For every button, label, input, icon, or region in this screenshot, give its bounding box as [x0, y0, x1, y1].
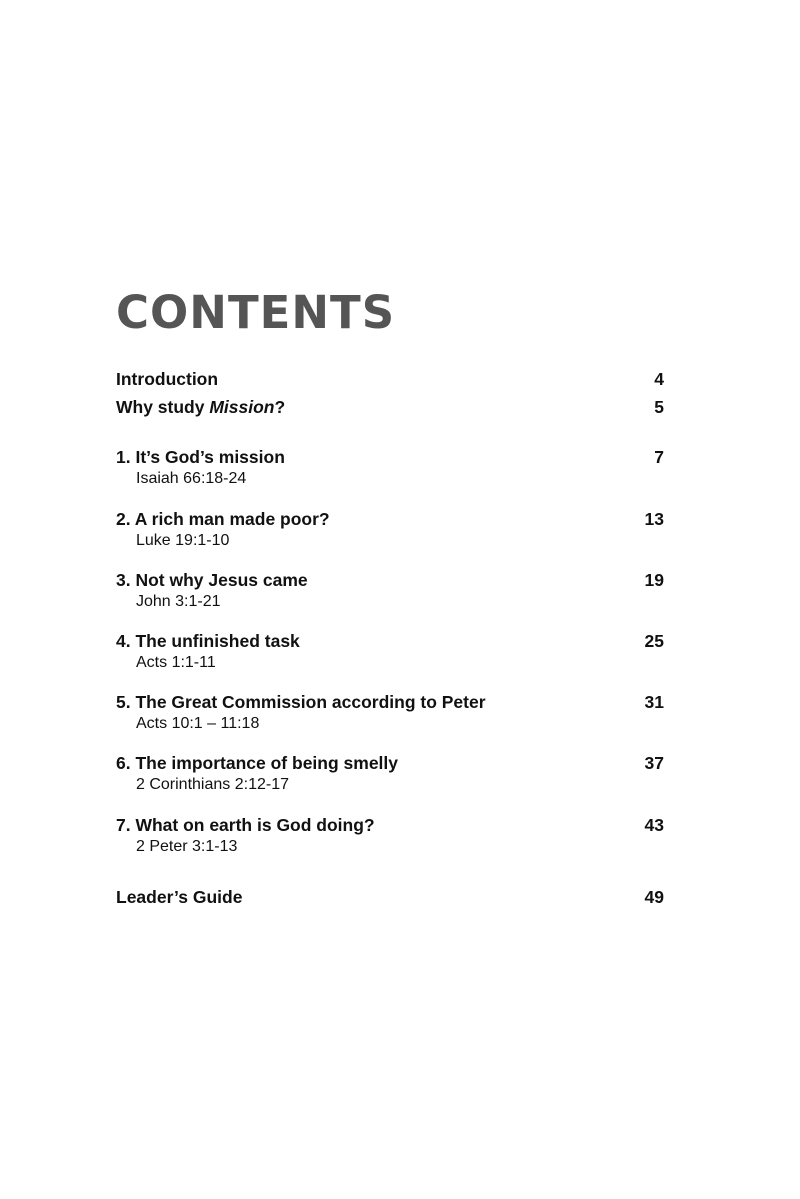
toc-entry-reference: 2 Corinthians 2:12-17: [136, 776, 289, 793]
toc-entry-reference: Luke 19:1-10: [136, 532, 230, 549]
toc-line: [116, 631, 664, 651]
toc-entry-title: 5. The Great Commission according to Peter: [116, 692, 486, 712]
title-prefix: Why study: [116, 397, 210, 417]
toc-entry-chapter-2[interactable]: [116, 509, 664, 551]
toc-entry-chapter-4[interactable]: [116, 631, 664, 673]
toc-page-number: 25: [644, 631, 664, 651]
toc-entry-title: Introduction: [116, 369, 219, 389]
toc-line: [116, 815, 664, 835]
toc-page-number: 4: [654, 369, 664, 389]
toc-entry-introduction[interactable]: [116, 369, 664, 389]
toc-entry-chapter-5[interactable]: [116, 692, 664, 734]
toc-entry-title: Leader’s Guide: [116, 887, 243, 907]
toc-page-number: 31: [644, 692, 664, 712]
toc-entry-chapter-1[interactable]: [116, 447, 664, 489]
toc-entry-why-study[interactable]: [116, 397, 664, 417]
toc-entry-title: 2. A rich man made poor?: [116, 509, 330, 529]
toc-entry-chapter-3[interactable]: [116, 570, 664, 612]
toc-page-number: 5: [654, 397, 664, 417]
toc-line: [116, 397, 664, 417]
toc-entry-title: 3. Not why Jesus came: [116, 570, 308, 590]
toc-entry-reference: Acts 1:1-11: [136, 654, 216, 671]
toc-entry-reference: Isaiah 66:18-24: [136, 470, 247, 487]
page-title: CONTENTS: [116, 286, 396, 339]
toc-entry-reference: John 3:1-21: [136, 593, 221, 610]
title-italic: Mission: [209, 397, 275, 417]
title-suffix: ?: [274, 397, 286, 417]
toc-entry-reference: Acts 10:1 – 11:18: [136, 715, 260, 732]
toc-page-number: 19: [644, 570, 664, 590]
toc-entry-chapter-7[interactable]: [116, 815, 664, 857]
toc-entry-title: 7. What on earth is God doing?: [116, 815, 375, 835]
toc-line: [116, 887, 664, 907]
toc-entry-reference: 2 Peter 3:1-13: [136, 838, 238, 855]
toc-entry-title: [116, 397, 285, 417]
toc-line: [116, 570, 664, 590]
toc-line: [116, 509, 664, 529]
toc-page-number: 49: [644, 887, 664, 907]
toc-line: [116, 753, 664, 773]
toc-entry-leaders-guide[interactable]: [116, 887, 664, 907]
toc-line: [116, 447, 664, 467]
toc-page-number: 37: [644, 753, 664, 773]
toc-entry-chapter-6[interactable]: [116, 753, 664, 795]
toc-page-number: 7: [654, 447, 664, 467]
toc-page-number: 43: [644, 815, 664, 835]
toc-line: [116, 692, 664, 712]
toc-line: [116, 369, 664, 389]
toc-entry-title: 1. It’s God’s mission: [116, 447, 285, 467]
toc-entry-title: 4. The unfinished task: [116, 631, 300, 651]
toc-page-number: 13: [644, 509, 664, 529]
toc-entry-title: 6. The importance of being smelly: [116, 753, 399, 773]
